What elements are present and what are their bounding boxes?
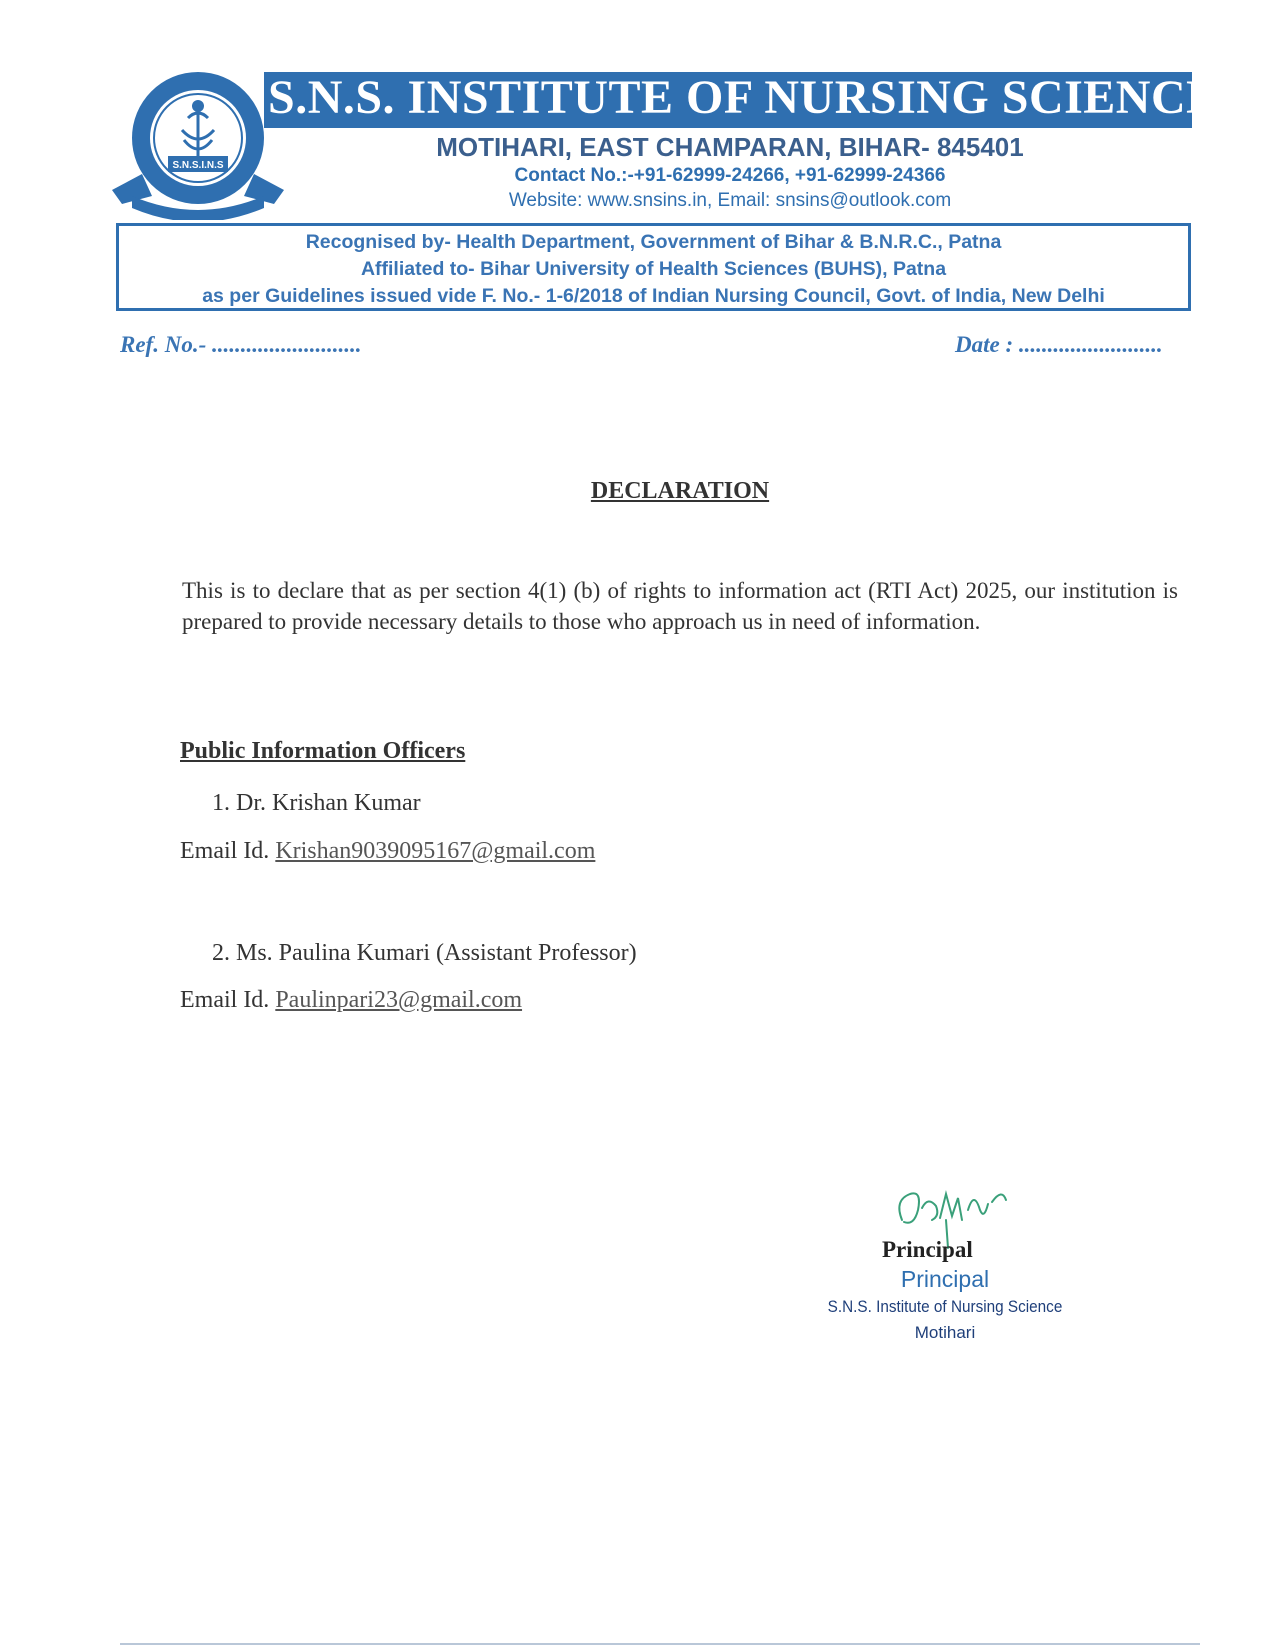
officer-email-link[interactable]: Paulinpari23@gmail.com [275,987,523,1013]
officer-email-link[interactable]: Krishan9039095167@gmail.com [275,838,596,864]
officer-name: 1. Dr. Krishan Kumar [212,790,421,816]
bottom-divider [120,1643,1200,1645]
logo-text: S.N.S.I.N.S [172,160,224,171]
declaration-paragraph: This is to declare that as per section 4(1) (b) of rights to information act (RTI Act) 2025, our institution is prepared to provide necessary details to those who approach us in need of information. [182,578,1178,634]
institute-website-email: Website: www.snsins.in, Email: snsins@outlook.com [508,190,952,211]
signatory-title: Principal [882,1237,973,1262]
institute-title: S.N.S. INSTITUTE OF NURSING SCIENCE [268,71,1219,124]
stamp-institution: S.N.S. Institute of Nursing Science [827,1297,1063,1316]
institute-address: MOTIHARI, EAST CHAMPARAN, BIHAR- 845401 [436,132,1024,162]
email-label: Email Id. [180,838,276,864]
officer-email-row [180,987,522,1014]
recognition-line: Recognised by- Health Department, Government of Bihar & B.N.R.C., Patna [305,231,1002,253]
institute-contact: Contact No.:-+91-62999-24266, +91-62999-24366 [514,165,946,186]
stamp-title: Principal [900,1266,990,1292]
institute-logo [112,68,284,220]
guidelines-line: as per Guidelines issued vide F. No.- 1-6/2018 of Indian Nursing Council, Govt. of India, New Delhi [202,285,1105,307]
email-label: Email Id. [180,987,276,1013]
pio-heading: Public Information Officers [180,738,466,764]
date-field: Date : ......................... [955,332,1163,357]
stamp-place: Motihari [914,1323,976,1342]
document-heading: DECLARATION [590,478,770,504]
ref-number-field: Ref. No.- .......................... [120,332,362,357]
affiliation-line: Affiliated to- Bihar University of Health Sciences (BUHS), Patna [360,258,947,280]
officer-name: 2. Ms. Paulina Kumari (Assistant Professor) [212,940,637,966]
officer-email-row [180,838,595,865]
